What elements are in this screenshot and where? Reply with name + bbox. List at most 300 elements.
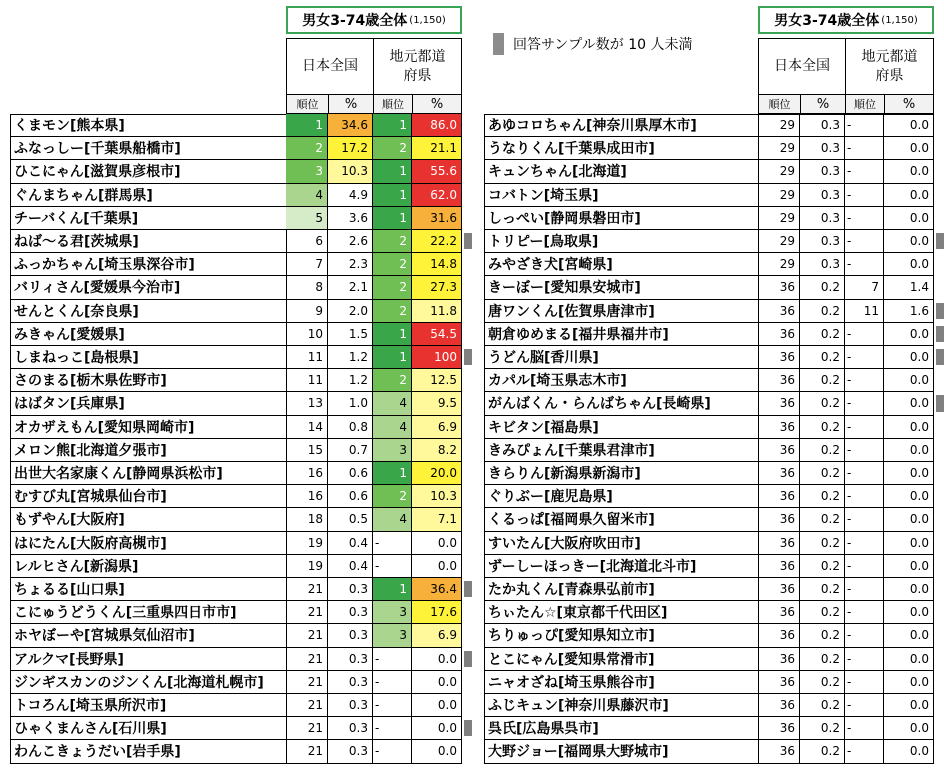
mascot-name: こにゅうどうくん[三重県四日市市] (10, 601, 287, 623)
legend (493, 33, 692, 55)
table-row (10, 276, 462, 299)
local-rank: - (845, 392, 884, 414)
national-percent: 0.3 (800, 114, 845, 136)
table-row (10, 207, 462, 230)
local-percent: 21.1 (412, 137, 462, 159)
local-percent: 6.9 (412, 416, 462, 438)
mascot-name: せんとくん[奈良県] (10, 300, 287, 322)
local-rank: 3 (373, 624, 412, 646)
local-percent: 14.8 (412, 253, 462, 275)
table-row (10, 253, 462, 276)
mascot-name: ちりゅっぴ[愛知県知立市] (484, 624, 759, 646)
mascot-name: とこにゃん[愛知県常滑市] (484, 648, 759, 670)
national-percent: 0.3 (800, 184, 845, 206)
table-row (10, 601, 462, 624)
national-percent: 0.2 (800, 648, 845, 670)
mascot-name: ふっかちゃん[埼玉県深谷市] (10, 253, 287, 275)
local-percent: 0.0 (884, 439, 934, 461)
table-row (10, 137, 462, 160)
mascot-name: ずーしーほっきー[北海道北斗市] (484, 555, 759, 577)
local-rank: 2 (373, 369, 412, 391)
mascot-name: さのまる[栃木県佐野市] (10, 369, 287, 391)
local-percent: 36.4 (412, 578, 462, 600)
local-rank: 3 (373, 601, 412, 623)
mascot-name: もずやん[大阪府] (10, 508, 287, 530)
national-rank: 21 (286, 740, 328, 762)
local-percent: 62.0 (412, 184, 462, 206)
local-rank: - (845, 137, 884, 159)
national-percent: 0.2 (800, 624, 845, 646)
small-sample-marker (464, 581, 472, 597)
national-percent: 10.3 (328, 160, 373, 182)
table-row (484, 207, 934, 230)
table-row (484, 300, 934, 323)
left-total-header (286, 6, 462, 34)
table-row (10, 392, 462, 415)
national-percent: 0.8 (328, 416, 373, 438)
small-sample-marker (464, 651, 472, 667)
national-rank: 21 (286, 694, 328, 716)
local-rank: - (845, 416, 884, 438)
national-rank: 29 (758, 207, 800, 229)
table-row (10, 578, 462, 601)
local-rank: 1 (373, 346, 412, 368)
table-row (484, 392, 934, 415)
local-rank: - (845, 717, 884, 739)
local-rank: - (845, 439, 884, 461)
local-percent: 0.0 (412, 532, 462, 554)
national-percent: 0.2 (800, 439, 845, 461)
national-percent: 0.2 (800, 508, 845, 530)
national-rank: 19 (286, 555, 328, 577)
legend-swatch (493, 33, 504, 55)
national-rank: 8 (286, 276, 328, 298)
mascot-name: しっぺい[静岡県磐田市] (484, 207, 759, 229)
national-rank: 5 (286, 207, 328, 229)
national-percent: 0.3 (800, 160, 845, 182)
national-percent: 0.3 (800, 253, 845, 275)
mascot-name: メロン熊[北海道夕張市] (10, 439, 287, 461)
national-percent: 0.3 (800, 230, 845, 252)
local-rank: - (845, 555, 884, 577)
local-rank: 1 (373, 160, 412, 182)
mascot-name: きらりん[新潟県新潟市] (484, 462, 759, 484)
table-row (484, 230, 934, 253)
national-rank: 10 (286, 323, 328, 345)
local-rank: 1 (373, 114, 412, 136)
local-percent: 0.0 (412, 717, 462, 739)
mascot-name: みやざき犬[宮崎県] (484, 253, 759, 275)
local-rank: - (845, 648, 884, 670)
national-percent: 17.2 (328, 137, 373, 159)
left-local-label: 地元都道 府県 (389, 48, 446, 84)
left-loc-rank-header: 順位 (373, 94, 413, 114)
table-row (484, 601, 934, 624)
table-row (10, 462, 462, 485)
mascot-name: ぐんまちゃん[群馬県] (10, 184, 287, 206)
table-row (10, 694, 462, 717)
table-row (484, 137, 934, 160)
local-rank: - (845, 160, 884, 182)
local-rank: 2 (373, 253, 412, 275)
national-rank: 36 (758, 555, 800, 577)
local-rank: - (845, 114, 884, 136)
local-rank: 4 (373, 508, 412, 530)
mascot-name: 呉氏[広島県呉市] (484, 717, 759, 739)
table-row (10, 532, 462, 555)
national-percent: 2.0 (328, 300, 373, 322)
right-national-header (758, 38, 846, 94)
local-rank: 1 (373, 323, 412, 345)
mascot-name: ニャオざね[埼玉県熊谷市] (484, 671, 759, 693)
mascot-name: みきゃん[愛媛県] (10, 323, 287, 345)
national-rank: 15 (286, 439, 328, 461)
table-row (484, 555, 934, 578)
national-percent: 4.9 (328, 184, 373, 206)
mascot-name: カパル[埼玉県志木市] (484, 369, 759, 391)
national-rank: 36 (758, 671, 800, 693)
mascot-name: くるっぱ[福岡県久留米市] (484, 508, 759, 530)
local-rank: - (845, 740, 884, 762)
local-rank: 11 (845, 300, 884, 322)
table-row (484, 485, 934, 508)
national-rank: 21 (286, 601, 328, 623)
mascot-name: ねば～る君[茨城県] (10, 230, 287, 252)
table-row (484, 369, 934, 392)
table-row (484, 416, 934, 439)
right-loc-pct-header: % (884, 94, 934, 114)
mascot-name: チーバくん[千葉県] (10, 207, 287, 229)
national-rank: 4 (286, 184, 328, 206)
table-row (484, 346, 934, 369)
small-sample-marker (936, 395, 944, 411)
local-rank: - (845, 485, 884, 507)
local-percent: 0.0 (884, 137, 934, 159)
national-percent: 0.2 (800, 276, 845, 298)
local-rank: 2 (373, 485, 412, 507)
national-rank: 21 (286, 578, 328, 600)
local-percent: 0.0 (884, 508, 934, 530)
mascot-name: ホヤぼーや[宮城県気仙沼市] (10, 624, 287, 646)
local-percent: 0.0 (884, 207, 934, 229)
local-percent: 8.2 (412, 439, 462, 461)
national-percent: 0.2 (800, 671, 845, 693)
national-rank: 11 (286, 369, 328, 391)
national-rank: 36 (758, 485, 800, 507)
local-percent: 0.0 (412, 555, 462, 577)
national-rank: 14 (286, 416, 328, 438)
right-loc-rank-header: 順位 (845, 94, 885, 114)
local-percent: 31.6 (412, 207, 462, 229)
small-sample-marker (936, 303, 944, 319)
right-total-label: 男女3-74歳全体 (774, 13, 880, 29)
mascot-name: くまモン[熊本県] (10, 114, 287, 136)
local-rank: - (373, 532, 412, 554)
mascot-name: バリィさん[愛媛県今治市] (10, 276, 287, 298)
national-percent: 2.6 (328, 230, 373, 252)
national-percent: 0.2 (800, 717, 845, 739)
national-rank: 21 (286, 648, 328, 670)
small-sample-marker (936, 233, 944, 249)
local-rank: - (845, 462, 884, 484)
mascot-name: 出世大名家康くん[静岡県浜松市] (10, 462, 287, 484)
mascot-name: ぐりぶー[鹿児島県] (484, 485, 759, 507)
table-row (484, 740, 934, 763)
national-percent: 3.6 (328, 207, 373, 229)
national-percent: 0.4 (328, 555, 373, 577)
national-percent: 2.1 (328, 276, 373, 298)
local-rank: 4 (373, 416, 412, 438)
national-rank: 29 (758, 114, 800, 136)
table-row (484, 276, 934, 299)
national-percent: 34.6 (328, 114, 373, 136)
right-total-header (758, 6, 934, 34)
mascot-name: はにたん[大阪府高槻市] (10, 532, 287, 554)
national-rank: 29 (758, 137, 800, 159)
table-row (10, 717, 462, 740)
national-rank: 21 (286, 671, 328, 693)
mascot-name: トコろん[埼玉県所沢市] (10, 694, 287, 716)
table-row (484, 184, 934, 207)
local-percent: 0.0 (884, 694, 934, 716)
national-percent: 0.2 (800, 532, 845, 554)
national-percent: 0.2 (800, 392, 845, 414)
national-rank: 36 (758, 439, 800, 461)
local-rank: 2 (373, 137, 412, 159)
local-percent: 0.0 (884, 671, 934, 693)
local-percent: 1.4 (884, 276, 934, 298)
local-rank: - (373, 555, 412, 577)
mascot-name: ひこにゃん[滋賀県彦根市] (10, 160, 287, 182)
national-percent: 0.2 (800, 694, 845, 716)
local-percent: 27.3 (412, 276, 462, 298)
local-rank: 7 (845, 276, 884, 298)
national-rank: 36 (758, 532, 800, 554)
table-row (484, 532, 934, 555)
table-row (484, 114, 934, 137)
table-row (484, 717, 934, 740)
local-rank: 4 (373, 392, 412, 414)
national-rank: 36 (758, 416, 800, 438)
mascot-name: コバトン[埼玉県] (484, 184, 759, 206)
local-percent: 0.0 (884, 323, 934, 345)
mascot-name: ふじキュン[神奈川県藤沢市] (484, 694, 759, 716)
left-nat-rank-header: 順位 (286, 94, 329, 114)
local-percent: 0.0 (884, 114, 934, 136)
local-rank: - (845, 253, 884, 275)
table-row (10, 740, 462, 763)
national-rank: 36 (758, 601, 800, 623)
national-rank: 36 (758, 369, 800, 391)
mascot-name: キュンちゃん[北海道] (484, 160, 759, 182)
national-rank: 36 (758, 578, 800, 600)
mascot-name: うなりくん[千葉県成田市] (484, 137, 759, 159)
national-percent: 0.3 (328, 578, 373, 600)
mascot-name: 大野ジョー[福岡県大野城市] (484, 740, 759, 762)
national-rank: 3 (286, 160, 328, 182)
local-rank: 2 (373, 300, 412, 322)
local-percent: 0.0 (884, 555, 934, 577)
national-percent: 0.2 (800, 485, 845, 507)
table-row (484, 462, 934, 485)
mascot-name: ちぃたん☆[東京都千代田区] (484, 601, 759, 623)
left-national-label: 日本全国 (302, 58, 358, 74)
national-percent: 0.2 (800, 578, 845, 600)
national-percent: 0.5 (328, 508, 373, 530)
local-percent: 0.0 (412, 671, 462, 693)
mascot-name: レルヒさん[新潟県] (10, 555, 287, 577)
local-rank: 1 (373, 462, 412, 484)
table-row (10, 439, 462, 462)
national-rank: 1 (286, 114, 328, 136)
local-percent: 100 (412, 346, 462, 368)
mascot-name: ひゃくまんさん[石川県] (10, 717, 287, 739)
national-percent: 0.2 (800, 346, 845, 368)
mascot-name: ちょるる[山口県] (10, 578, 287, 600)
local-percent: 54.5 (412, 323, 462, 345)
left-total-label: 男女3-74歳全体 (302, 13, 408, 29)
national-percent: 0.2 (800, 462, 845, 484)
small-sample-marker (464, 720, 472, 736)
table-row (10, 300, 462, 323)
right-local-label: 地元都道 府県 (861, 48, 918, 84)
local-percent: 0.0 (884, 578, 934, 600)
national-percent: 0.6 (328, 485, 373, 507)
local-percent: 86.0 (412, 114, 462, 136)
local-percent: 22.2 (412, 230, 462, 252)
small-sample-marker (464, 233, 472, 249)
local-rank: 3 (373, 439, 412, 461)
local-percent: 10.3 (412, 485, 462, 507)
local-percent: 0.0 (884, 601, 934, 623)
local-percent: 6.9 (412, 624, 462, 646)
local-percent: 0.0 (412, 648, 462, 670)
table-row (10, 485, 462, 508)
local-rank: - (845, 184, 884, 206)
local-rank: - (845, 601, 884, 623)
mascot-name: アルクマ[長野県] (10, 648, 287, 670)
national-rank: 21 (286, 624, 328, 646)
small-sample-marker (936, 349, 944, 365)
mascot-name: 朝倉ゆめまる[福井県福井市] (484, 323, 759, 345)
national-rank: 36 (758, 323, 800, 345)
table-row (10, 323, 462, 346)
table-row (484, 323, 934, 346)
table-row (10, 114, 462, 137)
national-rank: 2 (286, 137, 328, 159)
national-percent: 0.3 (328, 648, 373, 670)
national-rank: 36 (758, 462, 800, 484)
mascot-name: あゆコロちゃん[神奈川県厚木市] (484, 114, 759, 136)
right-nat-rank-header: 順位 (758, 94, 801, 114)
national-rank: 9 (286, 300, 328, 322)
left-sample-count: (1,150) (409, 14, 446, 26)
table-row (10, 230, 462, 253)
local-percent: 0.0 (884, 253, 934, 275)
national-percent: 0.3 (328, 671, 373, 693)
national-percent: 0.6 (328, 462, 373, 484)
national-percent: 1.2 (328, 346, 373, 368)
local-percent: 20.0 (412, 462, 462, 484)
national-rank: 29 (758, 230, 800, 252)
local-rank: - (845, 346, 884, 368)
national-percent: 1.0 (328, 392, 373, 414)
national-rank: 36 (758, 648, 800, 670)
table-row (10, 648, 462, 671)
local-percent: 0.0 (412, 740, 462, 762)
mascot-name: たか丸くん[青森県弘前市] (484, 578, 759, 600)
local-percent: 0.0 (884, 230, 934, 252)
local-percent: 0.0 (884, 717, 934, 739)
mascot-name: ジンギスカンのジンくん[北海道札幌市] (10, 671, 287, 693)
mascot-name: トリピー[鳥取県] (484, 230, 759, 252)
left-nat-pct-header: % (328, 94, 374, 114)
local-percent: 7.1 (412, 508, 462, 530)
national-rank: 36 (758, 694, 800, 716)
national-percent: 0.2 (800, 555, 845, 577)
local-rank: - (373, 694, 412, 716)
small-sample-marker (936, 326, 944, 342)
national-rank: 21 (286, 717, 328, 739)
national-rank: 36 (758, 717, 800, 739)
local-percent: 17.6 (412, 601, 462, 623)
table-row (10, 508, 462, 531)
national-percent: 0.7 (328, 439, 373, 461)
local-percent: 0.0 (884, 184, 934, 206)
mascot-name: ふなっしー[千葉県船橋市] (10, 137, 287, 159)
local-percent: 0.0 (884, 532, 934, 554)
local-percent: 12.5 (412, 369, 462, 391)
local-rank: - (845, 230, 884, 252)
national-rank: 29 (758, 184, 800, 206)
mascot-name: すいたん[大阪府吹田市] (484, 532, 759, 554)
right-nat-pct-header: % (800, 94, 846, 114)
table-row (10, 184, 462, 207)
national-rank: 36 (758, 346, 800, 368)
local-percent: 0.0 (884, 392, 934, 414)
national-percent: 0.2 (800, 300, 845, 322)
national-rank: 36 (758, 624, 800, 646)
table-row (484, 671, 934, 694)
local-rank: - (845, 508, 884, 530)
national-rank: 36 (758, 740, 800, 762)
table-row (10, 624, 462, 647)
mascot-name: がんばくん・らんばちゃん[長崎県] (484, 392, 759, 414)
local-percent: 0.0 (884, 416, 934, 438)
table-row (484, 253, 934, 276)
national-rank: 16 (286, 485, 328, 507)
table-row (10, 369, 462, 392)
national-percent: 0.3 (800, 207, 845, 229)
left-loc-pct-header: % (412, 94, 462, 114)
local-rank: 1 (373, 578, 412, 600)
local-percent: 0.0 (884, 648, 934, 670)
table-row (10, 555, 462, 578)
local-percent: 0.0 (884, 346, 934, 368)
legend-text: 回答サンプル数が 10 人未満 (513, 37, 693, 53)
table-row (484, 160, 934, 183)
national-percent: 1.5 (328, 323, 373, 345)
local-rank: - (845, 578, 884, 600)
mascot-name: オカザえもん[愛知県岡崎市] (10, 416, 287, 438)
small-sample-marker (464, 349, 472, 365)
table-row (484, 508, 934, 531)
mascot-name: わんこきょうだい[岩手県] (10, 740, 287, 762)
national-percent: 0.2 (800, 369, 845, 391)
national-rank: 16 (286, 462, 328, 484)
national-percent: 0.3 (328, 717, 373, 739)
national-percent: 0.3 (328, 740, 373, 762)
